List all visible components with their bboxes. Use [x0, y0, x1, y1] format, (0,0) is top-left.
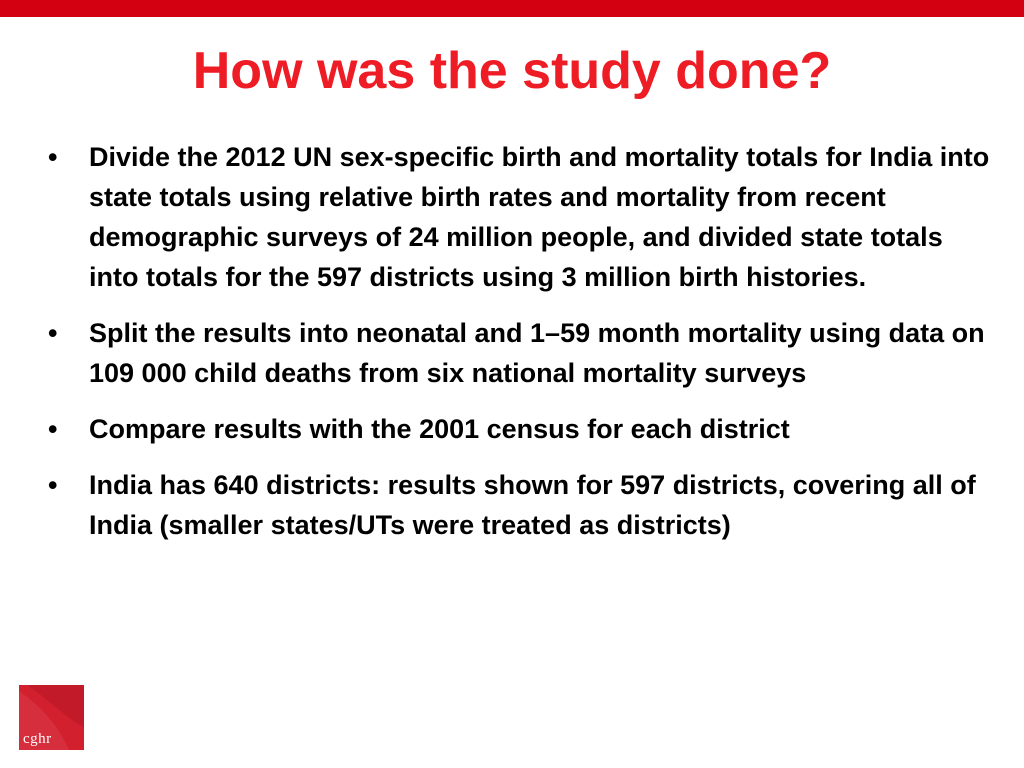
- bullet-text: India has 640 districts: results shown for 597 districts, covering all of India (smaller states/UTs were treated as districts): [89, 470, 976, 540]
- bullet-text: Divide the 2012 UN sex-specific birth and mortality totals for India into state totals using relative birth rates and mortality from recent demographic surveys of 24 million people, and divided state totals into totals for the 597 districts using 3 million birth histories.: [89, 142, 990, 292]
- bullet-list: [48, 137, 998, 561]
- slide-title: How was the study done?: [192, 42, 832, 100]
- cghr-logo-icon: [19, 685, 84, 750]
- bullet-text: Compare results with the 2001 census for each district: [89, 414, 790, 444]
- bullet-icon: •: [48, 318, 58, 348]
- bullet-text: Split the results into neonatal and 1–59 month mortality using data on 109 000 child deaths from six national mortality surveys: [89, 318, 985, 388]
- bullet-icon: •: [48, 470, 58, 500]
- bullet-icon: •: [48, 142, 58, 172]
- top-accent-bar: [0, 0, 1024, 17]
- bullet-icon: •: [48, 414, 58, 444]
- bullet-item: [48, 313, 998, 393]
- logo-text: cghr: [23, 731, 52, 747]
- bullet-item: [48, 409, 998, 449]
- bullet-item: [48, 465, 998, 545]
- bullet-item: [48, 137, 998, 297]
